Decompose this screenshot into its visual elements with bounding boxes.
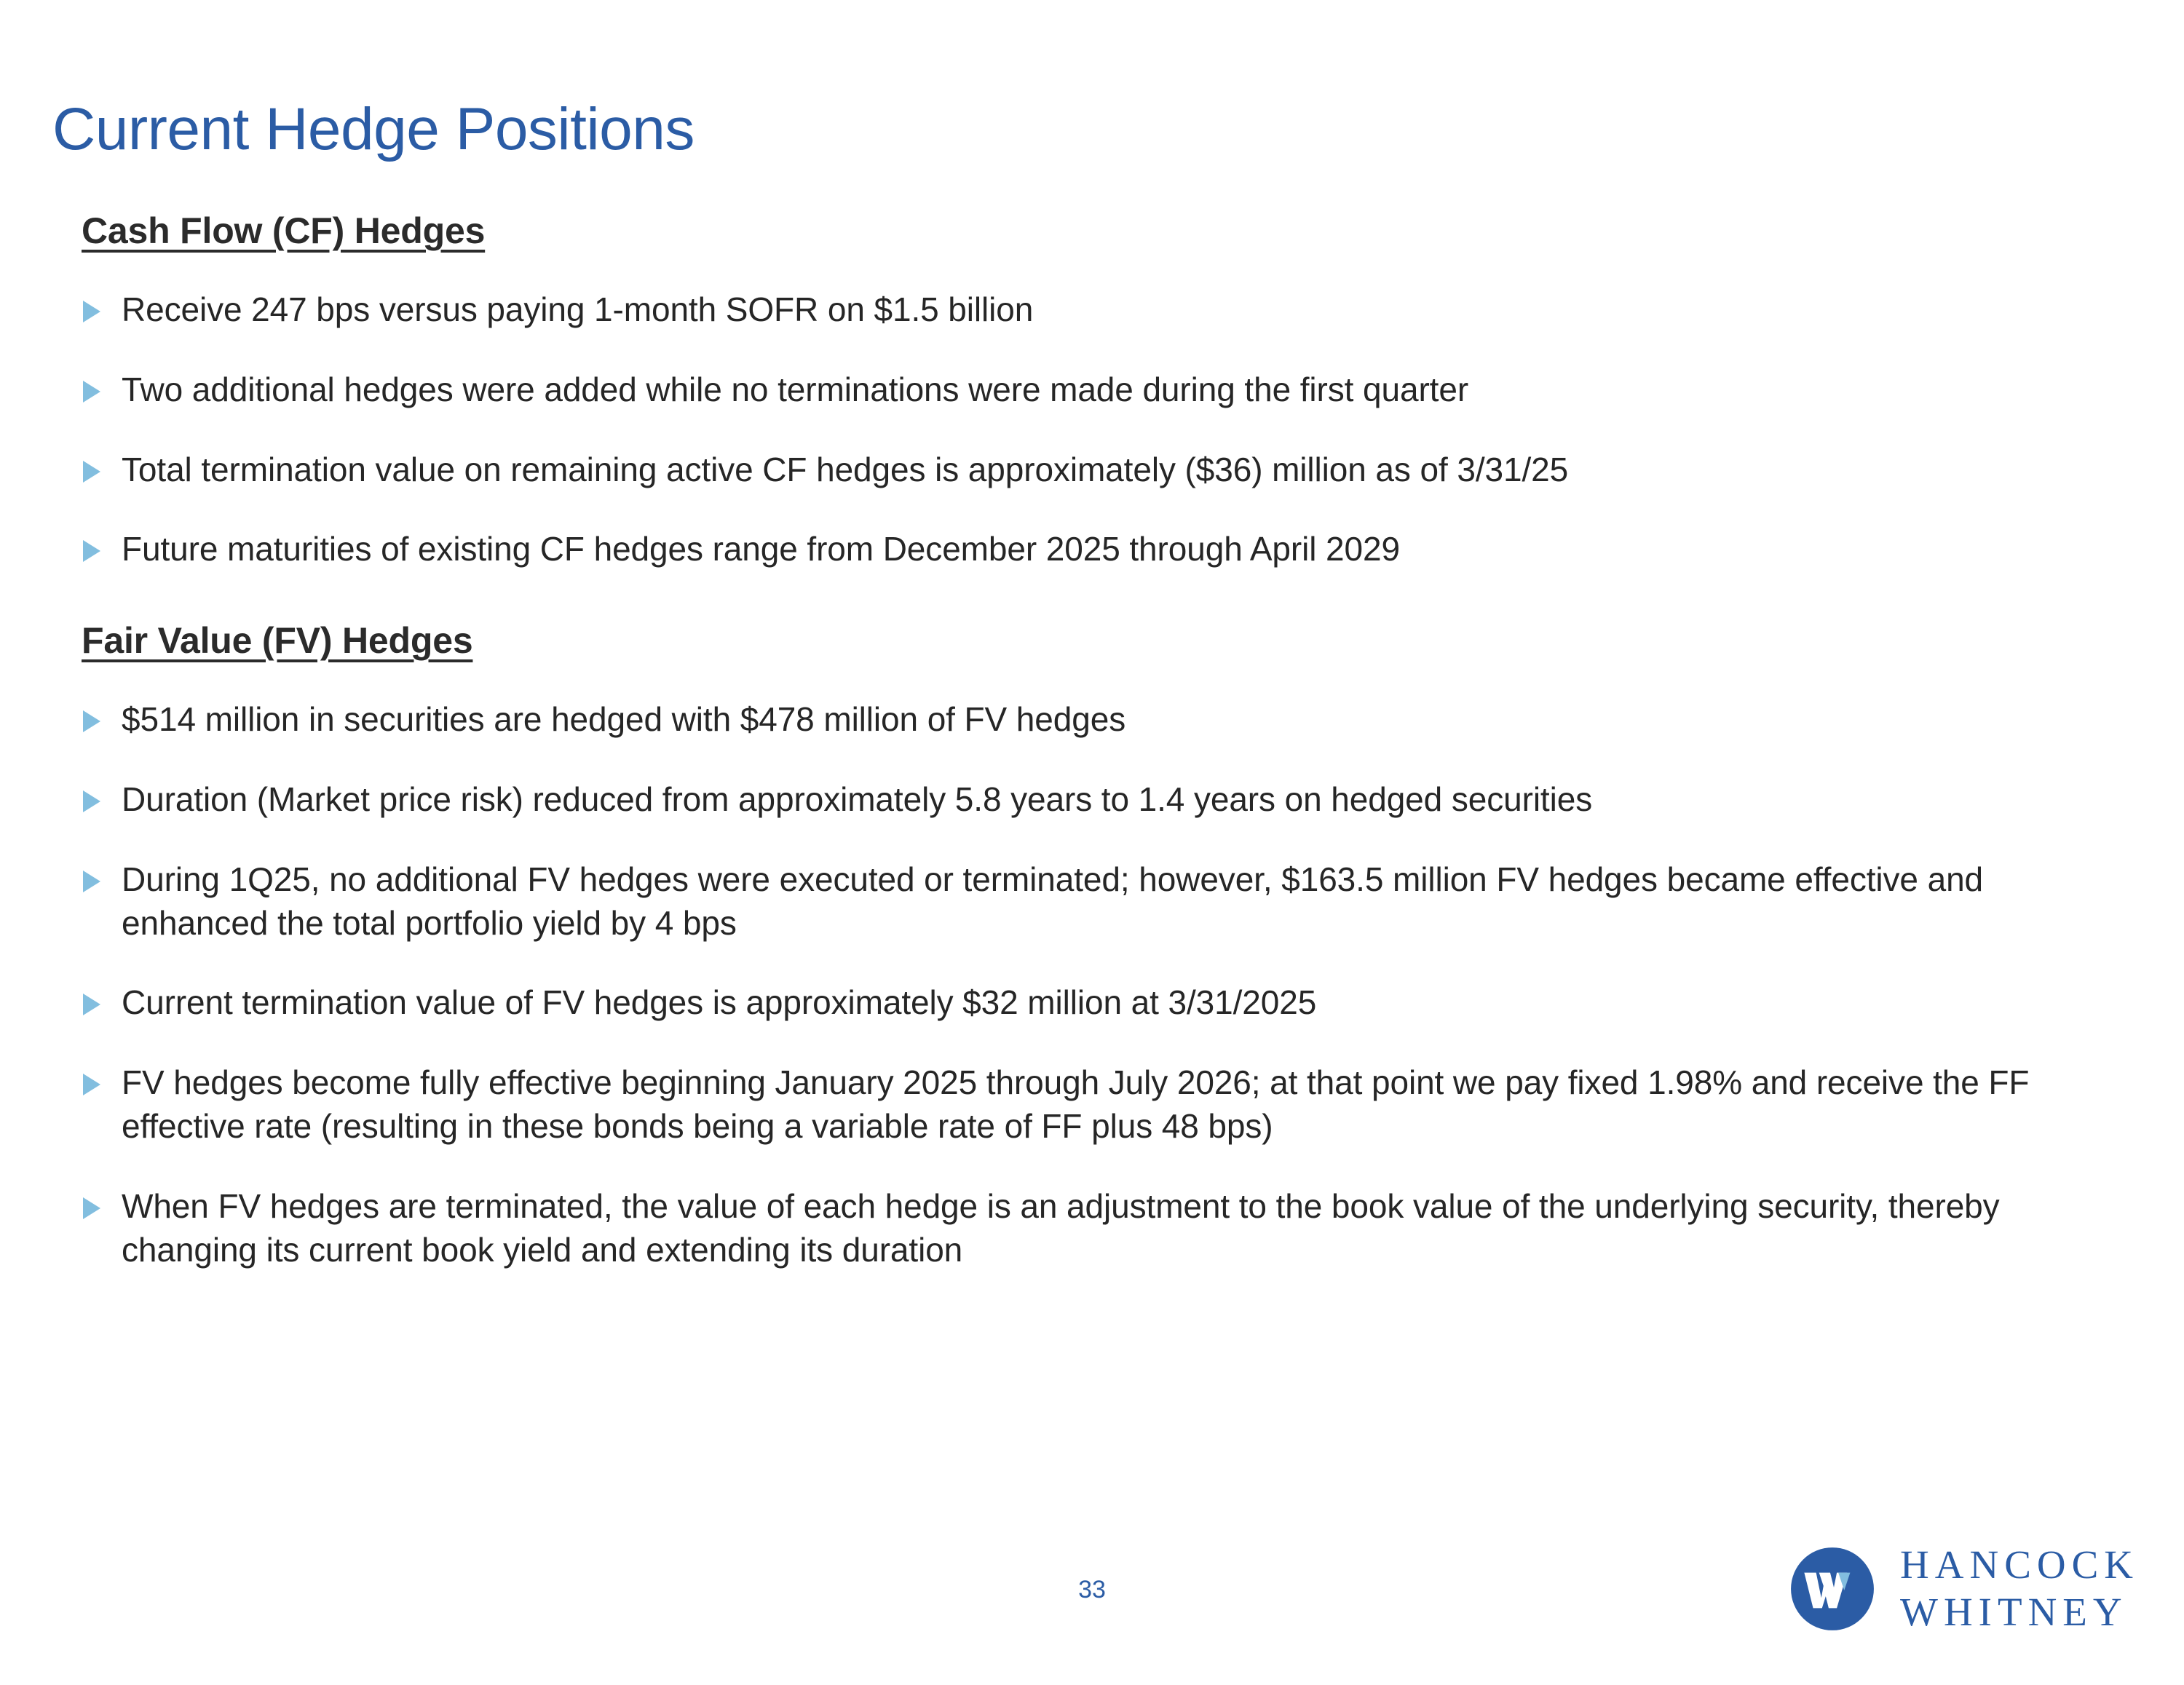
triangle-bullet-icon (83, 1197, 100, 1219)
list-item (82, 368, 2047, 412)
list-item (82, 858, 2047, 945)
bullet-list-fair-value (82, 698, 2047, 1272)
brand-wordmark-line-2: WHITNEY (1900, 1589, 2128, 1634)
triangle-bullet-icon (83, 540, 100, 562)
list-item-text: During 1Q25, no additional FV hedges were executed or terminated; however, $163.5 million FV hedges became effective and enhanced the total portfolio yield by 4 bps (122, 860, 1984, 942)
triangle-bullet-icon (83, 301, 100, 322)
triangle-bullet-icon (83, 461, 100, 483)
triangle-bullet-icon (83, 994, 100, 1015)
hancock-whitney-w-monogram-icon (1788, 1545, 1877, 1633)
section-heading-cash-flow: Cash Flow (CF) Hedges (82, 210, 486, 251)
list-item (82, 288, 2047, 332)
brand-wordmark-line-1: HANCOCK (1900, 1542, 2139, 1587)
list-item-text: Future maturities of existing CF hedges range from December 2025 through April 2029 (122, 530, 1400, 568)
list-item (82, 1185, 2047, 1272)
list-item (82, 1061, 2047, 1149)
list-item-text: FV hedges become fully effective beginning January 2025 through July 2026; at that point we pay fixed 1.98% and receive the FF effective rate (resulting in these bonds being a variable rate of FF plus 48 bps) (122, 1063, 2030, 1145)
triangle-bullet-icon (83, 710, 100, 732)
brand-logo (1788, 1542, 2139, 1636)
list-item-text: Two additional hedges were added while no terminations were made during the first quarter (122, 370, 1469, 408)
list-item-text: Current termination value of FV hedges is approximately $32 million at 3/31/2025 (122, 983, 1317, 1022)
section-heading-fair-value: Fair Value (FV) Hedges (82, 620, 473, 662)
list-item (82, 698, 2047, 742)
triangle-bullet-icon (83, 871, 100, 892)
list-item-text: Total termination value on remaining active CF hedges is approximately ($36) million as of 3/31/25 (122, 450, 1569, 488)
section-fair-value-hedges (82, 619, 2047, 1272)
section-cash-flow-hedges (82, 210, 2047, 571)
list-item-text: Duration (Market price risk) reduced from approximately 5.8 years to 1.4 years on hedged securities (122, 780, 1593, 818)
list-item (82, 448, 2047, 492)
list-item (82, 528, 2047, 571)
brand-wordmark (1900, 1542, 2139, 1636)
list-item-text: Receive 247 bps versus paying 1-month SOFR on $1.5 billion (122, 290, 1034, 328)
bullet-list-cash-flow (82, 288, 2047, 571)
list-item (82, 981, 2047, 1025)
triangle-bullet-icon (83, 790, 100, 812)
list-item (82, 778, 2047, 822)
page-number: 33 (1078, 1576, 1106, 1603)
list-item-text: When FV hedges are terminated, the value of each hedge is an adjustment to the book value of the underlying security, thereby changing its current book yield and extending its duration (122, 1186, 2000, 1269)
page-title: Current Hedge Positions (52, 95, 695, 162)
slide-body (82, 210, 2047, 1272)
triangle-bullet-icon (83, 1074, 100, 1095)
triangle-bullet-icon (83, 381, 100, 403)
list-item-text: $514 million in securities are hedged with $478 million of FV hedges (122, 700, 1126, 739)
